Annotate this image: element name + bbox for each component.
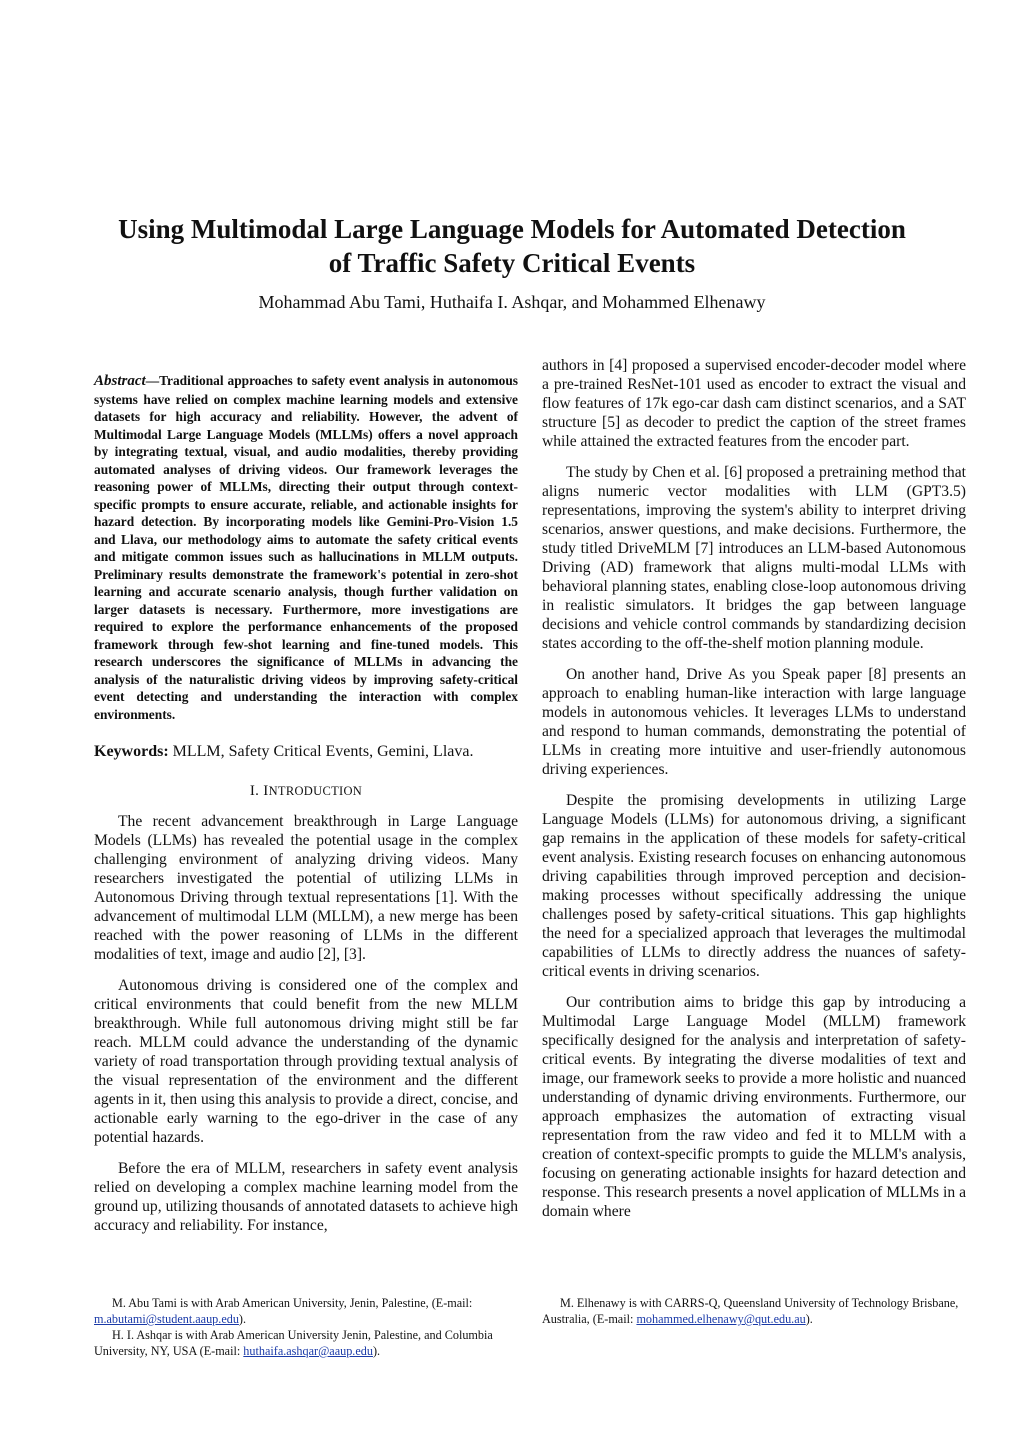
footnote-text: M. Abu Tami is with Arab American University, Jenin, Palestine, (E-mail: <box>112 1296 473 1310</box>
abstract-dash: — <box>145 373 160 388</box>
paper-title <box>80 212 944 280</box>
abstract <box>94 372 518 723</box>
keywords-text: MLLM, Safety Critical Events, Gemini, Llava. <box>168 743 474 760</box>
footnotes-left <box>94 1295 518 1359</box>
footnote-elhenawy <box>542 1295 966 1327</box>
keywords-label: Keywords: <box>94 743 169 760</box>
email-link-elhenawy[interactable]: mohammed.elhenawy@qut.edu.au <box>636 1312 806 1326</box>
footnote-text: M. Elhenawy is with CARRS-Q, Queensland University of Technology Brisbane, Australia, (E-mail: <box>542 1296 959 1326</box>
title-line-1: Using Multimodal Large Language Models for Automated Detection <box>118 214 906 244</box>
paragraph: authors in [4] proposed a supervised encoder-decoder model where a pre-trained ResNet-101 used as encoder to extract the visual and flow features of 17k ego-car dash cam distinct scenarios, and a SAT structure [5] as decoder to predict the caption of the street frames while attained the extracted features from the encoder part. <box>542 357 966 450</box>
footnote-abu-tami <box>94 1295 518 1327</box>
footnote-text: ). <box>238 1312 247 1326</box>
footnote-text: H. I. Ashqar is with Arab American University Jenin, Palestine, and Columbia University, NY, USA (E-mail: <box>94 1328 493 1358</box>
paragraph: Before the era of MLLM, researchers in safety event analysis relied on developing a complex machine learning model from the ground up, utilizing thousands of annotated datasets to achieve high accuracy and reliability. For instance, <box>94 1160 518 1234</box>
section-title-rest: NTRODUCTION <box>268 784 363 798</box>
paragraph: The study by Chen et al. [6] proposed a pretraining method that aligns numeric vector modalities with LLM (GPT3.5) representations, improving the system's ability to interpret driving scenarios, answer questions, and make decisions. Furthermore, the study titled DriveMLM [7] introduces an LLM-based Autonomous Driving (AD) framework that aligns multi-modal LLMs with behavioral planning states, enabling close-loop autonomous driving in realistic simulators. It bridges the gap between language decisions and vehicle control commands by standardizing decision states according to the off-the-shelf motion planning module. <box>542 464 966 652</box>
left-column <box>94 358 518 1247</box>
author-list: Mohammad Abu Tami, Huthaifa I. Ashqar, and Mohammed Elhenawy <box>258 292 766 312</box>
section-initial: I <box>263 783 269 799</box>
right-column <box>542 356 966 1233</box>
abstract-text: Traditional approaches to safety event analysis in autonomous systems have relied on complex machine learning models and extensive datasets for high accuracy and reliability. However, the advent of Multimodal Large Language Models (MLLMs) offers a novel approach by integrating textual, visual, and audio modalities, thereby providing automated analyses of driving videos. Our framework leverages the reasoning power of MLLMs, directing their output through context-specific prompts to ensure accurate, reliable, and actionable insights for hazard detection. By incorporating models like Gemini-Pro-Vision 1.5 and Llava, our methodology aims to automate the safety critical events and mitigate common issues such as hallucinations in MLLM outputs. Preliminary results demonstrate the framework's potential in zero-shot learning and accurate scenario analysis, though further validation on larger datasets is necessary. Furthermore, more investigations are required to explore the performance enhancements of the proposed framework through few-shot learning and fine-tuned models. This research underscores the significance of MLLMs in advancing the analysis of the naturalistic driving videos by improving safety-critical event detecting and understanding the interaction with complex environments. <box>94 373 518 722</box>
title-line-2: of Traffic Safety Critical Events <box>328 248 696 278</box>
footnote-text: ). <box>805 1312 813 1326</box>
section-heading-introduction <box>94 783 518 800</box>
footnote-ashqar <box>94 1327 518 1359</box>
paragraph: On another hand, Drive As you Speak paper [8] presents an approach to enabling human-like interaction with large language models in autonomous vehicles. It leverages LLMs to understand and respond to human commands, demonstrating the potential of LLMs in creating more intuitive and user-friendly autonomous driving experiences. <box>542 666 966 778</box>
footnotes-right <box>542 1295 966 1327</box>
paragraph: Our contribution aims to bridge this gap by introducing a Multimodal Large Language Model (MLLM) framework specifically designed for the analysis and interpretation of safety-critical events. By integrating the diverse modalities of text and image, our framework seeks to provide a more holistic and nuanced understanding of dynamic driving environments. Furthermore, our approach emphasizes the automation of extracting visual representation from the raw video and fed it to MLLM with a creation of context-specific prompts to guide the MLLM's analysis, focusing on generating actionable insights for hazard detection and response. This research presents a novel application of MLLMs in a domain where <box>542 994 966 1220</box>
section-number: I. <box>249 783 264 799</box>
keywords <box>94 743 518 761</box>
footnote-text: ). <box>372 1344 381 1358</box>
paragraph: Despite the promising developments in utilizing Large Language Models (LLMs) for autonomous driving, a significant gap remains in the application of these models for safety-critical event analysis. Existing research focuses on enhancing autonomous driving capabilities through improved perception and decision-making processes without specifically addressing the unique challenges posed by safety-critical situations. This gap highlights the need for a specialized approach that leverages the multimodal capabilities of LLMs to directly address the nuances of safety-critical events in driving scenarios. <box>542 792 966 980</box>
paragraph: Autonomous driving is considered one of the complex and critical environments that could benefit from the new MLLM breakthrough. While full autonomous driving might still be far reach. MLLM could advance the understanding of the dynamic variety of road transportation through providing textual analysis of the visual representation of the environment and the different agents in it, then using this analysis to provide a direct, concise, and actionable early warning to the ego-driver in the case of any potential hazards. <box>94 977 518 1146</box>
email-link-abutami[interactable]: m.abutami@student.aaup.edu <box>94 1312 239 1326</box>
abstract-lead: Abstract <box>94 373 146 389</box>
email-link-ashqar[interactable]: huthaifa.ashqar@aaup.edu <box>243 1344 373 1358</box>
paragraph: The recent advancement breakthrough in Large Language Models (LLMs) has revealed the potential usage in the complex challenging environment of analyzing driving videos. Many researchers investigated the potential of utilizing LLMs in Autonomous Driving through textual representations [1]. With the advancement of multimodal LLM (MLLM), a new merge has been reached with the power reasoning of LLMs in the different modalities of text, image and audio [2], [3]. <box>94 813 518 963</box>
